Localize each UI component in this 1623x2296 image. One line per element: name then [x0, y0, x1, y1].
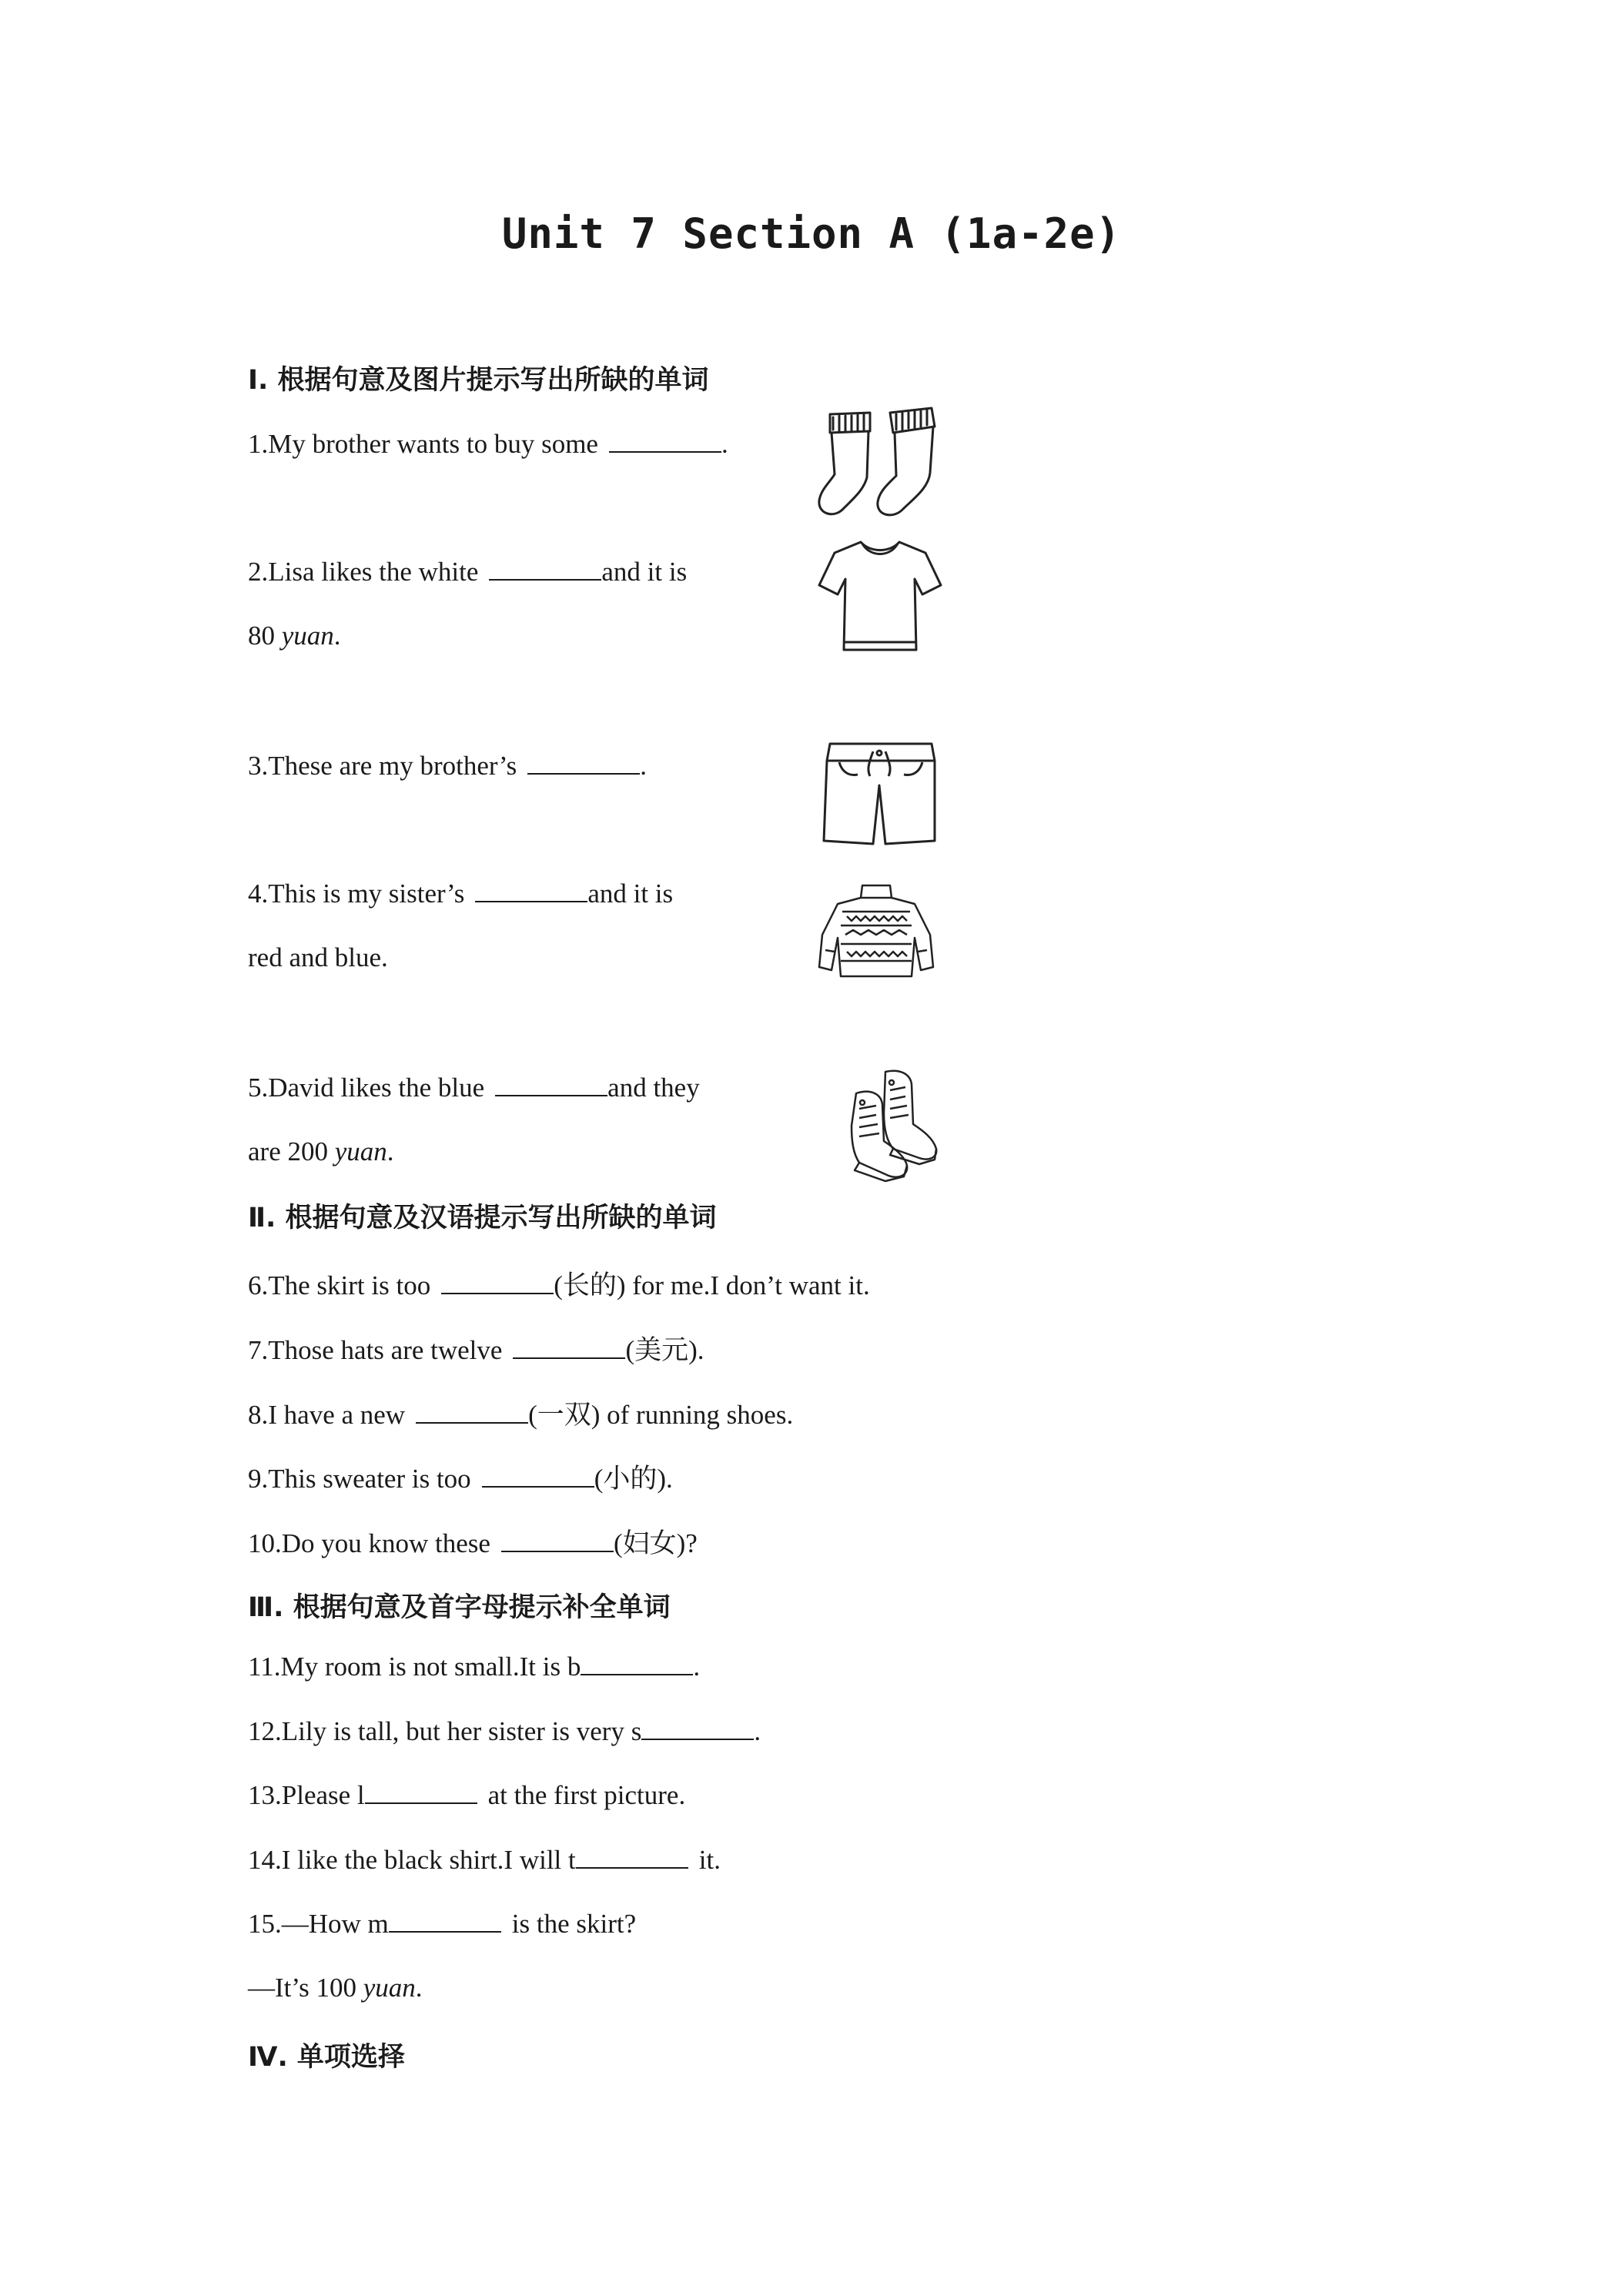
- question-3: [248, 750, 647, 782]
- question-2: [248, 556, 687, 587]
- question-text: .: [754, 1716, 761, 1746]
- answer-blank[interactable]: [576, 1844, 688, 1869]
- answer-blank[interactable]: [641, 1715, 754, 1740]
- question-text: and they: [607, 1073, 700, 1103]
- question-text: 80: [248, 621, 282, 651]
- question-12: [248, 1715, 761, 1747]
- question-text: (美元).: [625, 1335, 704, 1365]
- question-text: (一双) of running shoes.: [528, 1400, 794, 1430]
- question-8: [248, 1394, 793, 1432]
- question-text: .: [415, 1973, 423, 2003]
- question-text: is the skirt?: [511, 1909, 637, 1939]
- question-text: 10.Do you know these: [248, 1528, 490, 1558]
- question-10: [248, 1522, 698, 1561]
- shorts-icon: [819, 736, 942, 852]
- question-1: [248, 428, 728, 460]
- section-heading-4: Ⅳ. 单项选择: [248, 2042, 405, 2073]
- question-4: [248, 878, 673, 909]
- section-heading-2: Ⅱ. 根据句意及汉语提示写出所缺的单词: [248, 1203, 717, 1233]
- socks-icon: [816, 407, 947, 522]
- answer-blank[interactable]: [609, 428, 721, 453]
- answer-blank[interactable]: [441, 1270, 554, 1294]
- answer-blank[interactable]: [475, 878, 587, 902]
- question-text: yuan: [334, 1136, 387, 1166]
- question-7: [248, 1329, 704, 1367]
- question-13: [248, 1779, 685, 1811]
- question-text: yuan: [363, 1973, 416, 2003]
- question-text: 5.David likes the blue: [248, 1073, 485, 1103]
- question-text: 12.Lily is tall, but her sister is very s: [248, 1716, 642, 1746]
- t-shirt-icon: [815, 534, 945, 658]
- answer-blank[interactable]: [416, 1399, 528, 1424]
- question-5: [248, 1072, 700, 1103]
- answer-blank[interactable]: [501, 1528, 614, 1552]
- question-text: 6.The skirt is too: [248, 1270, 431, 1300]
- question-text: .: [693, 1652, 701, 1682]
- answer-blank[interactable]: [365, 1779, 477, 1804]
- section-heading-1: Ⅰ. 根据句意及图片提示写出所缺的单词: [248, 365, 709, 396]
- question-text: 3.These are my brother’s: [248, 751, 517, 781]
- question-text: (长的) for me.I don’t want it.: [554, 1270, 870, 1300]
- question-text: are 200: [248, 1136, 335, 1166]
- question-text: 2.Lisa likes the white: [248, 557, 479, 587]
- question-text: and it is: [587, 879, 674, 909]
- question-2-cont: [248, 621, 341, 651]
- question-15-answer: [248, 1973, 423, 2003]
- question-text: 4.This is my sister’s: [248, 879, 465, 909]
- question-text: 14.I like the black shirt.I will t: [248, 1845, 576, 1875]
- question-text: at the first picture.: [487, 1780, 686, 1810]
- question-9: [248, 1458, 673, 1496]
- question-text: 9.This sweater is too: [248, 1464, 471, 1494]
- question-text: .: [387, 1136, 394, 1166]
- answer-blank[interactable]: [581, 1651, 693, 1675]
- answer-blank[interactable]: [489, 556, 601, 581]
- question-text: 11.My room is not small.It is b: [248, 1652, 581, 1682]
- question-text: 13.Please l: [248, 1780, 365, 1810]
- question-text: (小的).: [594, 1464, 673, 1494]
- sweater-icon: [815, 881, 938, 981]
- question-6: [248, 1264, 870, 1303]
- question-11: [248, 1651, 700, 1682]
- section-heading-3: Ⅲ. 根据句意及首字母提示补全单词: [248, 1592, 671, 1623]
- question-text: it.: [698, 1845, 721, 1875]
- question-text: 8.I have a new: [248, 1400, 406, 1430]
- question-text: 1.My brother wants to buy some: [248, 429, 598, 459]
- question-4-cont: [248, 942, 388, 973]
- question-14: [248, 1844, 721, 1876]
- question-text: and it is: [601, 557, 688, 587]
- answer-blank[interactable]: [482, 1463, 594, 1488]
- question-text: 15.—How m: [248, 1909, 389, 1939]
- question-text: (妇女)?: [613, 1528, 698, 1558]
- question-text: —It’s 100: [248, 1973, 363, 2003]
- shoes-icon: [839, 1067, 947, 1183]
- answer-blank[interactable]: [513, 1334, 625, 1359]
- question-text: 7.Those hats are twelve: [248, 1335, 503, 1365]
- question-text: .: [721, 429, 728, 459]
- question-text: .: [640, 751, 647, 781]
- answer-blank[interactable]: [527, 750, 640, 775]
- question-5-cont: [248, 1136, 394, 1167]
- question-15: [248, 1908, 636, 1940]
- question-text: .: [333, 621, 341, 651]
- question-text: yuan: [281, 621, 334, 651]
- question-text: red and blue.: [248, 942, 388, 972]
- answer-blank[interactable]: [389, 1908, 501, 1933]
- page-title: Unit 7 Section A (1a-2e): [501, 209, 1122, 258]
- answer-blank[interactable]: [495, 1072, 607, 1096]
